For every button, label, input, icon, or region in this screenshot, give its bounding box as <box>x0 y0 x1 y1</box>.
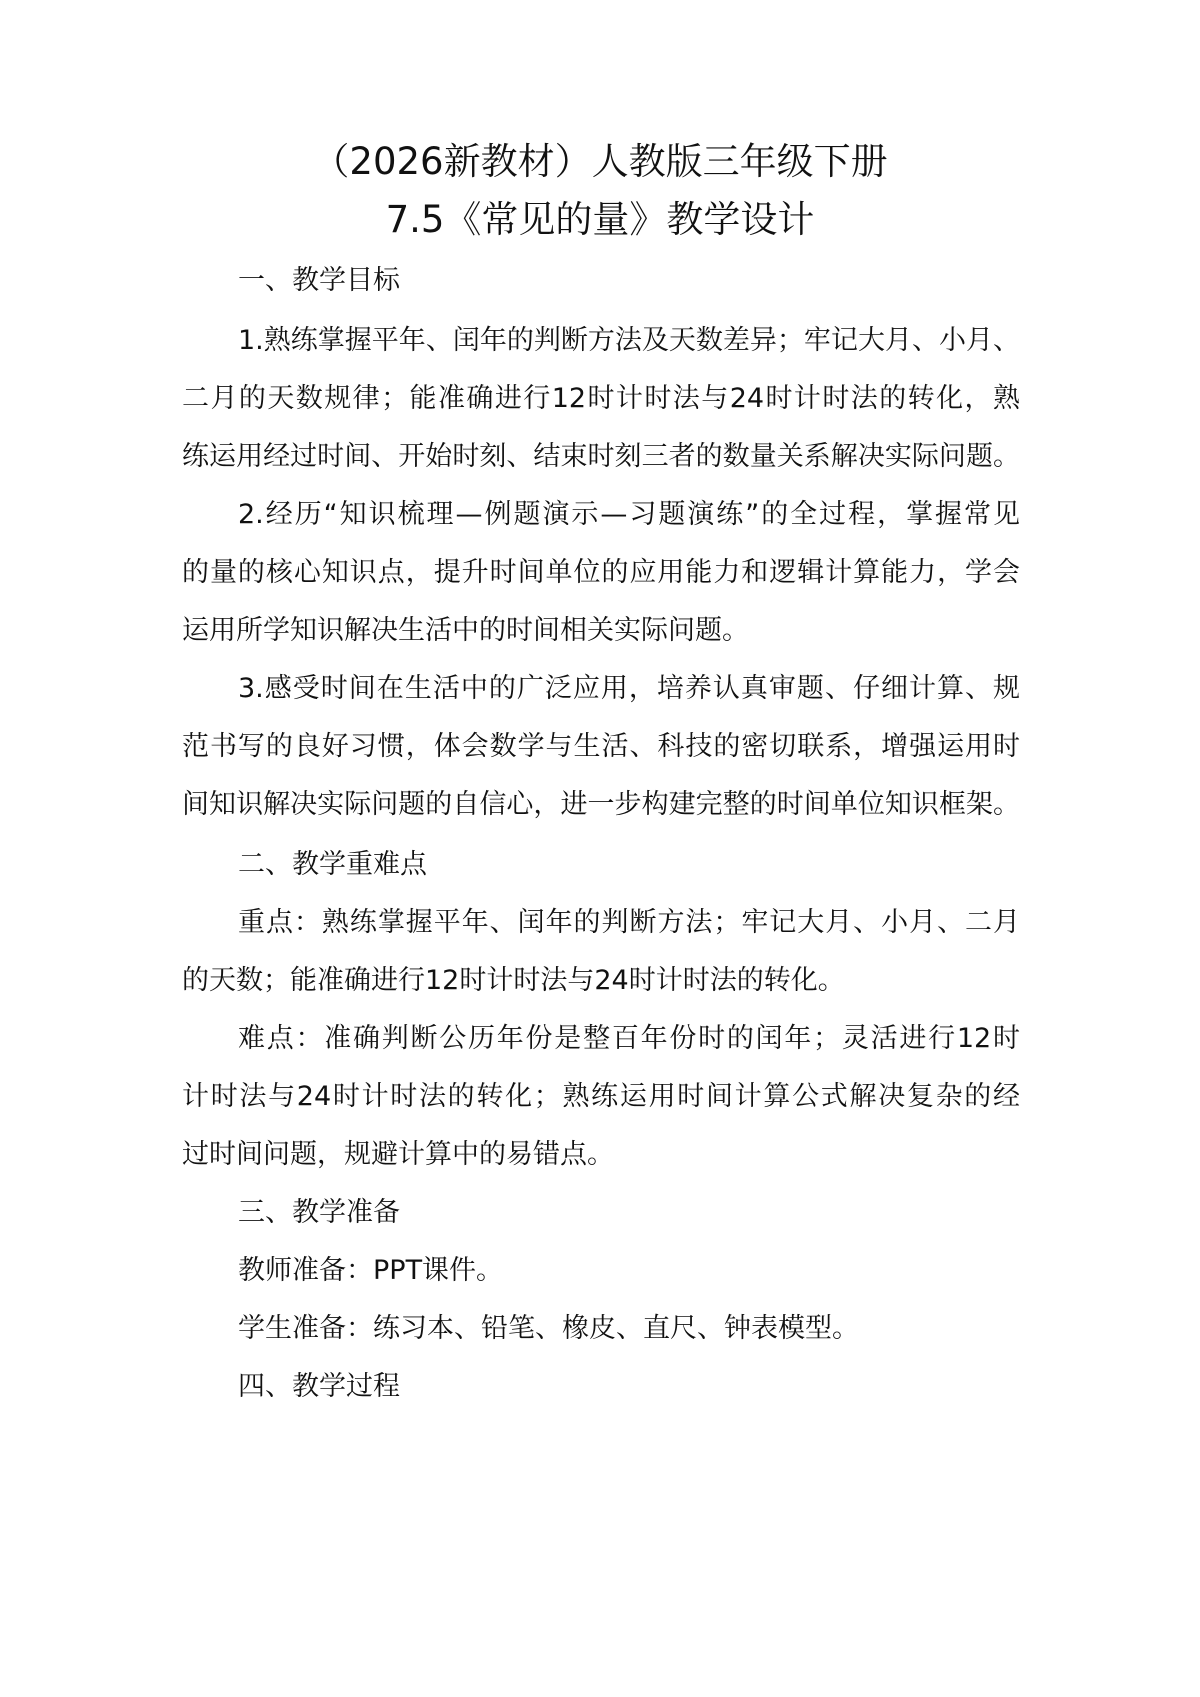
document-title-line-2: 7.5《常见的量》教学设计 <box>385 198 815 241</box>
objective-1-line-3: 练运用经过时间、开始时刻、结束时刻三者的数量关系解决实际问题。 <box>182 441 1020 472</box>
objective-2-line-2: 的量的核心知识点，提升时间单位的应用能力和逻辑计算能力，学会 <box>182 557 1020 588</box>
objective-3-line-1: 3.感受时间在生活中的广泛应用，培养认真审题、仔细计算、规 <box>238 673 1020 704</box>
objective-2-line-1: 2.经历“知识梳理—例题演示—习题演练”的全过程，掌握常见 <box>238 499 1020 530</box>
focus-line-1: 重点：熟练掌握平年、闰年的判断方法；牢记大月、小月、二月 <box>238 907 1020 938</box>
document-title-line-1: （2026新教材）人教版三年级下册 <box>312 140 888 183</box>
focus-line-2: 的天数；能准确进行12时计时法与24时计时法的转化。 <box>182 965 845 996</box>
student-preparation: 学生准备：练习本、铅笔、橡皮、直尺、钟表模型。 <box>238 1313 859 1344</box>
difficulty-line-2: 计时法与24时计时法的转化；熟练运用时间计算公式解决复杂的经 <box>182 1081 1020 1112</box>
objective-1-line-1: 1.熟练掌握平年、闰年的判断方法及天数差异；牢记大月、小月、 <box>238 325 1020 356</box>
objective-1-line-2: 二月的天数规律；能准确进行12时计时法与24时计时法的转化，熟 <box>182 383 1020 414</box>
difficulty-line-3: 过时间问题，规避计算中的易错点。 <box>182 1139 614 1170</box>
section-heading-key-points: 二、教学重难点 <box>238 849 427 880</box>
difficulty-line-1: 难点：准确判断公历年份是整百年份时的闰年；灵活进行12时 <box>238 1023 1020 1054</box>
teacher-preparation: 教师准备：PPT课件。 <box>238 1255 504 1286</box>
section-heading-process: 四、教学过程 <box>238 1371 400 1402</box>
section-heading-preparation: 三、教学准备 <box>238 1197 400 1228</box>
section-heading-objectives: 一、教学目标 <box>238 265 400 296</box>
objective-3-line-3: 间知识解决实际问题的自信心，进一步构建完整的时间单位知识框架。 <box>182 789 1020 820</box>
objective-3-line-2: 范书写的良好习惯，体会数学与生活、科技的密切联系，增强运用时 <box>182 731 1020 762</box>
objective-2-line-3: 运用所学知识解决生活中的时间相关实际问题。 <box>182 615 749 646</box>
